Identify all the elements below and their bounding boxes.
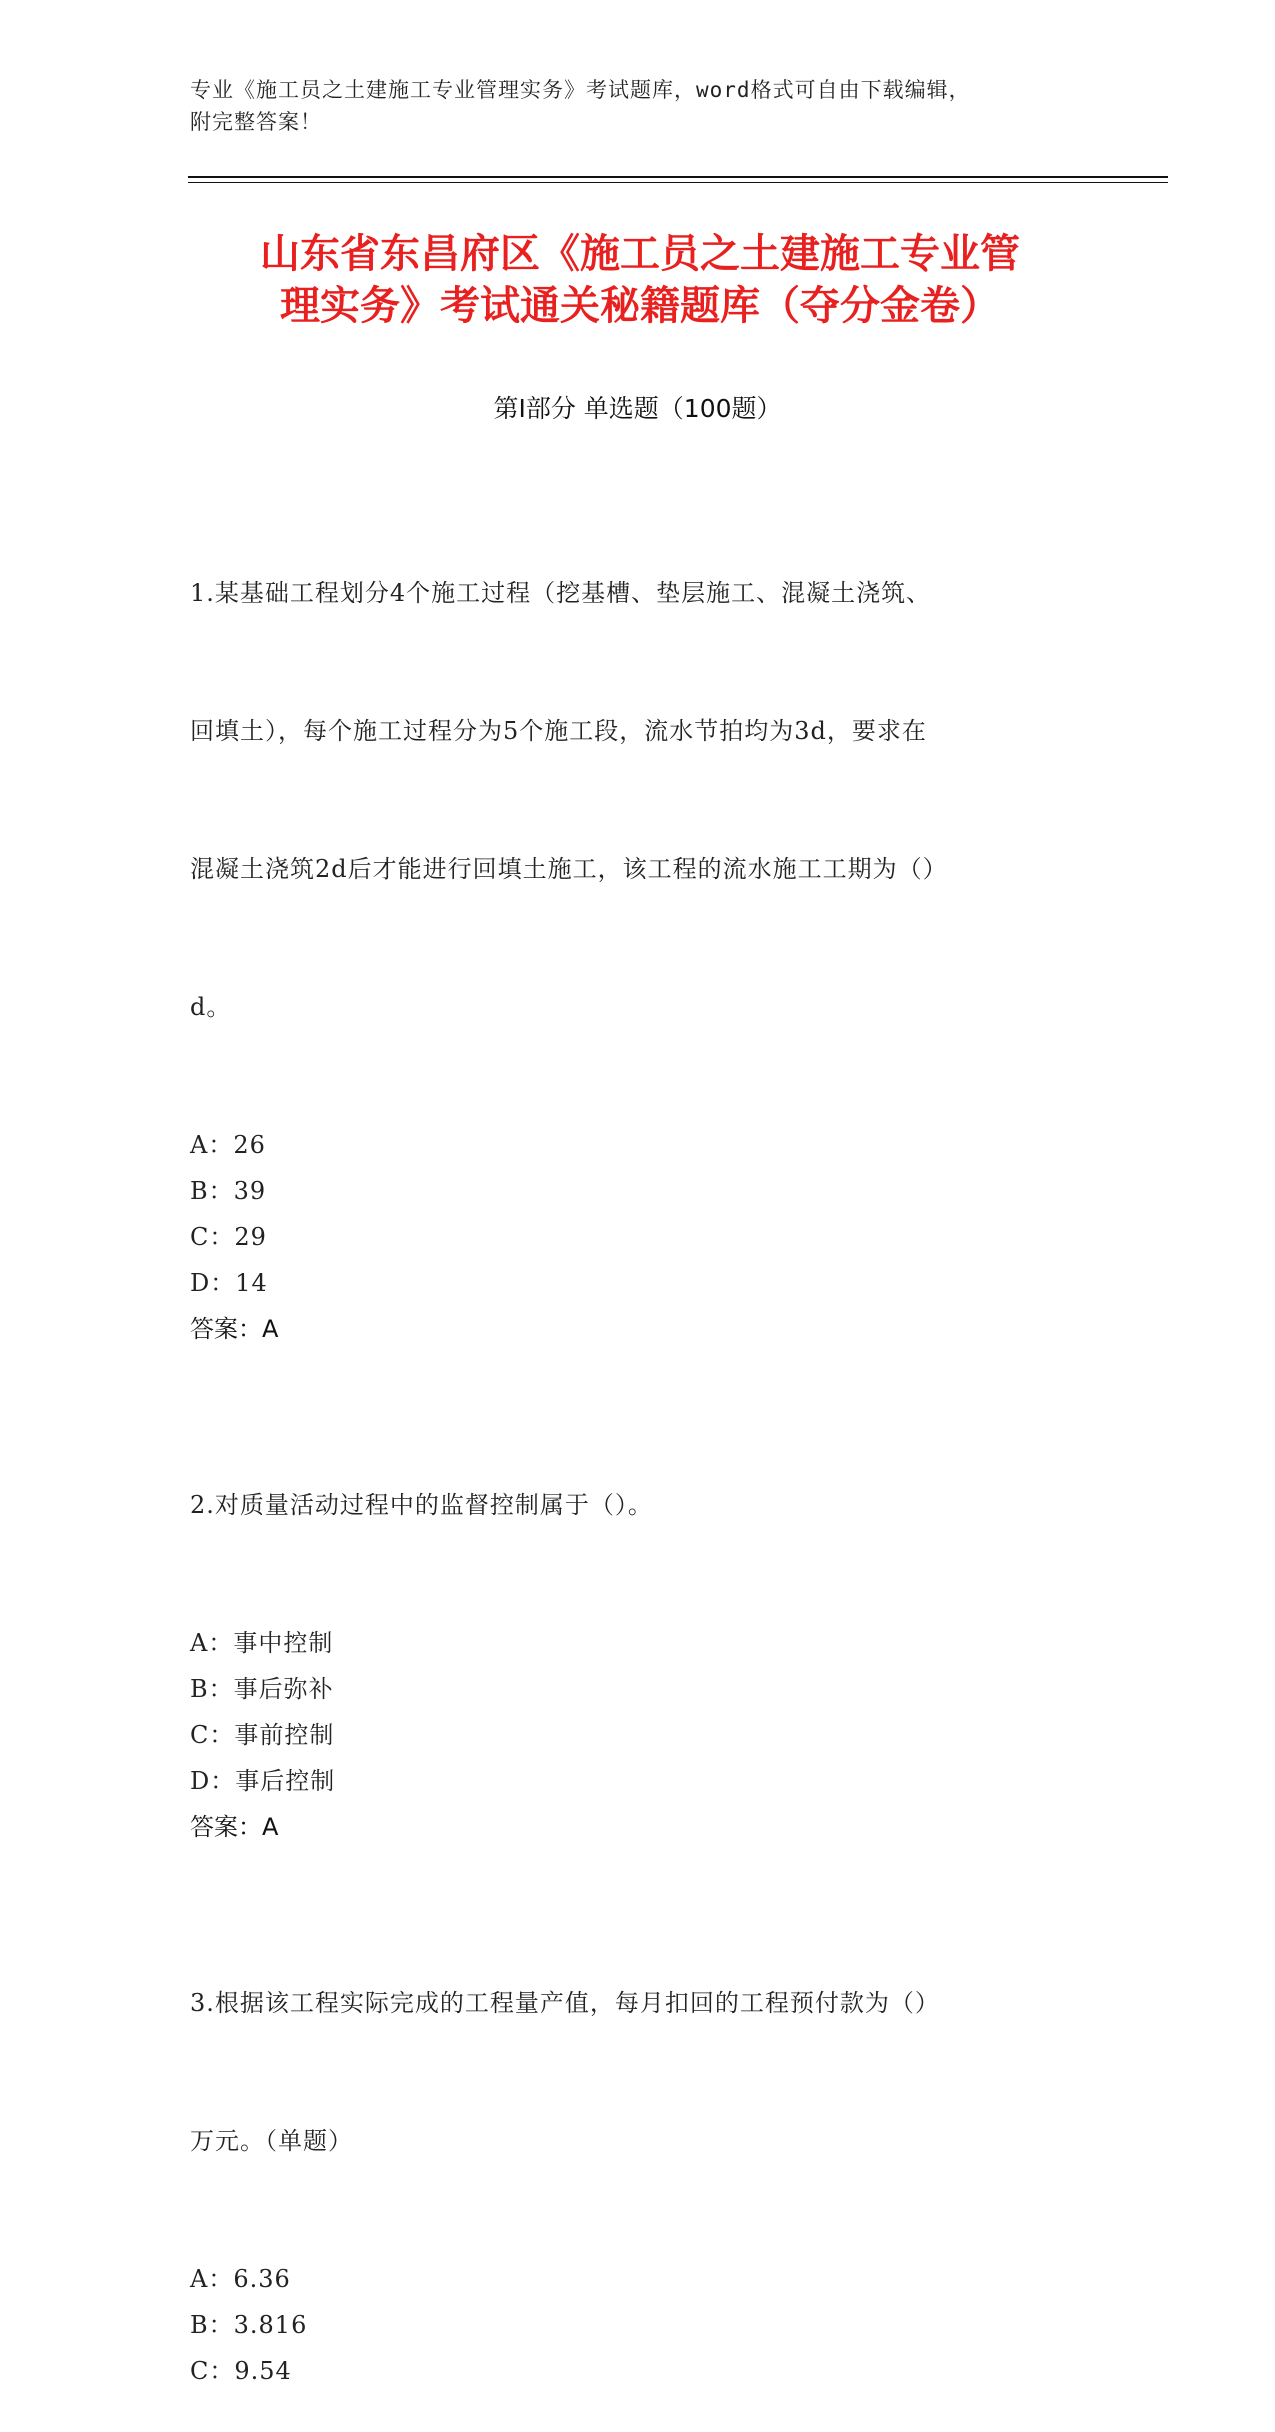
question-2-option-c: C：事前控制	[190, 1721, 335, 1749]
question-2-option-a: A：事中控制	[190, 1629, 334, 1657]
question-list	[190, 478, 1080, 2432]
question-1-stem	[190, 478, 1080, 1122]
question-2-stem	[190, 1390, 1080, 1620]
question-3	[190, 1888, 1080, 2394]
question-3-option-c: C：9.54	[190, 2357, 292, 2385]
document-title	[190, 228, 1090, 332]
header-note-line-1: 专业《施工员之土建施工专业管理实务》考试题库，word格式可自由下载编辑，	[190, 78, 971, 102]
header-divider-thin	[188, 182, 1168, 183]
header-divider-thick	[188, 176, 1168, 178]
question-stem-line: 回填土），每个施工过程分为5个施工段，流水节拍均为3d，要求在	[190, 717, 927, 745]
section-heading: 第Ⅰ部分 单选题（100题）	[493, 394, 782, 423]
question-1-option-c: C：29	[190, 1223, 267, 1251]
header-note-line-2: 附完整答案！	[190, 110, 322, 134]
document-title-line-2: 理实务》考试通关秘籍题库（夺分金卷）	[280, 283, 1000, 329]
question-3-stem	[190, 1888, 1080, 2256]
question-1-option-d: D：14	[190, 1269, 268, 1297]
document-title-line-1: 山东省东昌府区《施工员之土建施工专业管	[260, 231, 1020, 277]
question-2-option-b: B：事后弥补	[190, 1675, 334, 1703]
question-2-answer: 答案：A	[190, 1813, 279, 1841]
question-3-option-a: A：6.36	[190, 2265, 291, 2293]
question-stem-line: 混凝土浇筑2d后才能进行回填土施工，该工程的流水施工工期为（）	[190, 855, 948, 883]
question-3-option-b: B：3.816	[190, 2311, 308, 2339]
question-stem-line: 3.根据该工程实际完成的工程量产值，每月扣回的工程预付款为（）	[190, 1989, 940, 2017]
question-1	[190, 478, 1080, 1352]
question-stem-line: d。	[190, 993, 232, 1021]
question-2-option-d: D：事后控制	[190, 1767, 336, 1795]
question-2	[190, 1390, 1080, 1850]
header-note	[190, 74, 1070, 138]
question-stem-line: 2.对质量活动过程中的监督控制属于（）。	[190, 1491, 653, 1519]
question-1-option-a: A：26	[190, 1131, 266, 1159]
question-1-option-b: B：39	[190, 1177, 267, 1205]
question-stem-line: 1.某基础工程划分4个施工过程（挖基槽、垫层施工、混凝土浇筑、	[190, 579, 932, 607]
question-1-answer: 答案：A	[190, 1315, 279, 1343]
question-stem-line: 万元。（单题）	[190, 2127, 353, 2155]
